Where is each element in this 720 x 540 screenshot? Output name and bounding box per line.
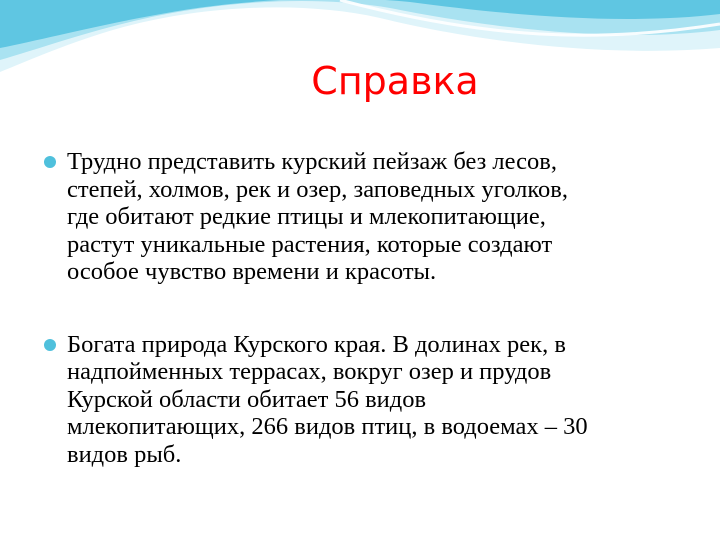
bullet-dot-icon (44, 339, 56, 351)
slide-title: Справка (311, 59, 479, 103)
bullet-text: Трудно представить курский пейзаж без лесов, степей, холмов, рек и озер, заповедных уголков, где обитают редкие птицы и млекопитающие, растут уникальные растения, которые создают особое чувство времени и красоты. (67, 148, 568, 285)
bullet-list (42, 148, 682, 468)
bullet-dot-icon (44, 156, 56, 168)
bullet-item (42, 331, 682, 469)
bullet-item (42, 148, 682, 286)
bullet-text: Богата природа Курского края. В долинах рек, в надпойменных террасах, вокруг озер и прудов Курской области обитает 56 видов млекопитающих, 266 видов птиц, в водоемах – 30 видов рыб. (67, 330, 588, 468)
